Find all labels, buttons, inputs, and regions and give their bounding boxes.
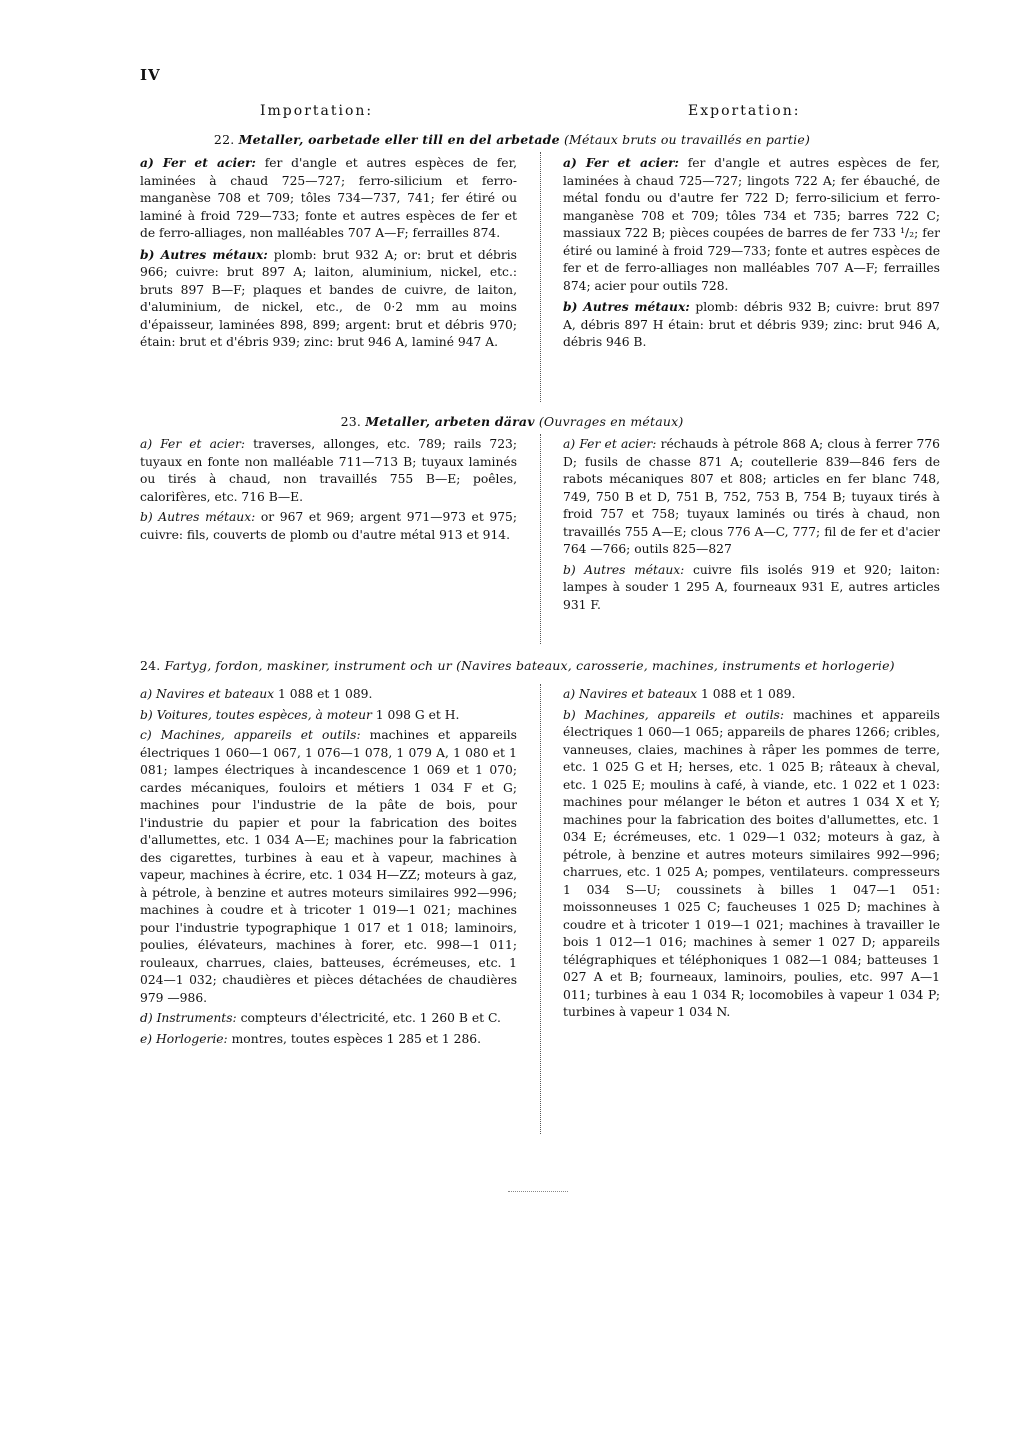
section-french-title: (Navires bateaux, carosserie, machines, instruments et horlogerie) xyxy=(456,658,895,673)
section-24-import xyxy=(140,686,517,1051)
paragraph-a xyxy=(140,436,517,506)
item-text: réchauds à pétrole 868 A; clous à ferrer 776 D; fusils de chasse 871 A; coutellerie 839—846 fers de rabots mécaniques 807 et 808; articles en fer blanc 748, 749, 750 B et D, 751 B, 752, 753 B, 754 B; tuyaux tirés à froid 757 et 758; tuyaux laminés ou tirés à chaud, non travaillés 755 A—E; clous 776 A—C, 777; fil de fer et d'acier 764 —766; outils 825—827 xyxy=(563,437,940,556)
item-text: fer d'angle et autres espèces de fer, laminées à chaud 725—727; ferro-silicium et ferro-manganèse 708 et 709; tôles 734—737, 741; fer étiré ou laminé à froid 729—733; fonte et autres espèces de fer et de ferro-alliages, non malléables 707 A—F; ferrailles 874. xyxy=(140,156,518,240)
item-text: cuivre fils isolés 919 et 920; laiton: lampes à souder 1 295 A, fourneaux 931 E, autres articles 931 F. xyxy=(563,562,940,612)
paragraph-b xyxy=(563,298,940,352)
section-24-title xyxy=(140,658,895,673)
item-label: e) Horlogerie: xyxy=(140,1031,228,1046)
paragraph-a xyxy=(563,686,940,704)
item-label: c) Machines, appareils et outils: xyxy=(140,728,361,742)
item-label: b) Autres métaux: xyxy=(563,562,685,577)
item-label: a) Fer et acier: xyxy=(140,437,246,451)
section-22-title xyxy=(140,132,884,147)
paragraph-b xyxy=(563,707,940,1022)
item-label: b) Autres métaux: xyxy=(563,299,690,314)
section-22-export xyxy=(563,154,940,355)
paragraph-b xyxy=(140,509,517,544)
section-24-export xyxy=(563,686,940,1025)
item-label: a) Fer et acier: xyxy=(563,155,679,170)
paragraph-e xyxy=(140,1031,517,1049)
item-label: a) Fer et acier: xyxy=(140,155,256,170)
item-text: 1 088 et 1 089. xyxy=(697,687,796,701)
column-divider xyxy=(540,434,541,644)
item-text: machines et appareils électriques 1 060—1 065; appareils de phares 1266; cribles, vanneuses, claies, machines à râper les pommes de terre, etc. 1 025 G et H; herses, etc. 1 025 B; râteaux à cheval, etc. 1 025 E; moulins à café, à viande, etc. 1 022 et 1 023: machines pour mélanger le béton et autres 1 034 X et Y; machines pour la fabrication des boites d'allumettes, etc. 1 034 E; écrémeuses, etc. 1 029—1 032; moteurs à gaz, à pétrole, à benzine et autres moteurs similaires 992—996; charrues, etc. 1 025 A; pompes, ventilateurs. compresseurs 1 034 S—U; coussinets à billes 1 047—1 051: moissonneuses 1 025 C; faucheuses 1 025 D; machines à coudre et à tricoter 1 019—1 021; machines à travailler le bois 1 012—1 016; machines à semer 1 027 D; appareils télégraphiques et téléphoniques 1 082—1 084; batteuses 1 027 A et B; fourneaux, laminoirs, poulies, etc. 997 A—1 011; turbines à eau 1 034 R; locomobiles à vapeur 1 034 P; turbines à vapeur 1 034 N. xyxy=(563,707,940,1019)
paragraph-c xyxy=(140,727,517,1007)
page-number: IV xyxy=(140,66,161,84)
section-23-title xyxy=(140,414,884,429)
item-text: plomb: débris 932 B; cuivre: brut 897 A, débris 897 H étain: brut et débris 939; zinc: brut 946 A, débris 946 B. xyxy=(563,300,940,349)
paragraph-a xyxy=(140,154,517,243)
section-french-title: (Métaux bruts ou travaillés en partie) xyxy=(563,132,811,147)
section-23-import xyxy=(140,436,517,547)
section-french-title: (Ouvrages en métaux) xyxy=(538,414,684,429)
item-label: b) Voitures, toutes espèces, à moteur xyxy=(140,707,372,722)
item-label: a) Fer et acier: xyxy=(563,437,657,451)
item-label: a) Navires et bateaux xyxy=(563,687,698,701)
item-text: plomb: brut 932 A; or: brut et débris 966; cuivre: brut 897 A; laiton, aluminium, nickel, etc.: bruts 897 B—F; plaques et bandes de cuivre, de laiton, d'aluminium, de nickel, etc., de 0·2 mm au moins d'épaisseur, laminées 898, 899; argent: brut et débris 970; étain: brut et d'ébris 939; zinc: brut 946 A, laminé 947 A. xyxy=(140,247,517,349)
paragraph-b xyxy=(140,246,517,352)
paragraph-a xyxy=(140,686,517,704)
item-text: compteurs d'électricité, etc. 1 260 B et C. xyxy=(236,1011,501,1025)
section-23-export xyxy=(563,436,940,617)
item-text: machines et appareils électriques 1 060—1 067, 1 076—1 078, 1 079 A, 1 080 et 1 081; lampes électriques à incandescence 1 069 et 1 070; cardes mécaniques, fouloirs et métiers 1 034 F et G; machines pour l'industrie de la pâte de bois, pour l'industrie du papier et pour la fabrication des boites d'allumettes, etc. 1 034 A—E; machines pour la fabrication des cigarettes, turbines à eau et à vapeur, machines à vapeur, machines à écrire, etc. 1 034 H—ZZ; moteurs à gaz, à pétrole, à benzine et autres moteurs similaires 992—996; machines à coudre et à tricoter 1 019—1 021; machines pour l'industrie typographique 1 017 et 1 018; laminoirs, poulies, élévateurs, machines à forer, etc. 998—1 011; rouleaux, charrues, claies, batteuses, écrémeuses, etc. 1 024—1 032; chaudières et pièces détachées de chaudières 979 —986. xyxy=(140,728,517,1005)
paragraph-b xyxy=(563,562,940,615)
column-divider xyxy=(540,152,541,402)
item-label: b) Machines, appareils et outils: xyxy=(563,707,785,722)
section-swedish-title: Metaller, oarbetade eller till en del arbetade xyxy=(238,132,560,147)
item-label: b) Autres métaux: xyxy=(140,510,256,524)
paragraph-b xyxy=(140,707,517,725)
item-text: montres, toutes espèces 1 285 et 1 286. xyxy=(227,1031,482,1046)
item-text: 1 088 et 1 089. xyxy=(274,687,373,701)
section-number: 22. xyxy=(213,132,235,147)
item-text: fer d'angle et autres espèces de fer, laminées à chaud 725—727; lingots 722 A; fer ébauché, de métal fondu ou d'autre fer 722 D; ferro-silicium et ferro-manganèse 708 et 709; tôles 734 et 735; barres 722 C; massiaux 722 B; pièces coupées de barres de fer 733 ¹/₂; fer étiré ou laminé à froid 729—733; fonte et autres espèces de fer et de ferro-alliages non malléables 707 A—F; ferrailles 874; acier pour outils 728. xyxy=(563,156,941,293)
export-header: Exportation: xyxy=(688,103,801,119)
paragraph-a xyxy=(563,436,940,559)
column-divider xyxy=(540,684,541,1134)
section-swedish-title: Metaller, arbeten därav xyxy=(365,414,535,429)
item-text: or 967 et 969; argent 971—973 et 975; cuivre: fils, couverts de plomb ou d'autre métal 913 et 914. xyxy=(140,510,517,542)
paragraph-a xyxy=(563,154,940,295)
item-label: d) Instruments: xyxy=(140,1011,237,1025)
item-label: b) Autres métaux: xyxy=(140,246,268,262)
section-number: 24. xyxy=(140,658,161,673)
section-swedish-title: Fartyg, fordon, maskiner, instrument och ur xyxy=(164,658,452,673)
item-label: a) Navires et bateaux xyxy=(140,687,275,701)
footer-dotted-rule xyxy=(508,1191,568,1192)
import-header: Importation: xyxy=(260,103,374,119)
paragraph-d xyxy=(140,1010,517,1028)
item-text: traverses, allonges, etc. 789; rails 723; tuyaux en fonte non malléable 711—713 B; tuyaux laminés ou tirés à chaud, non travaillés 755 B—E; poêles, calorifères, etc. 716 B—E. xyxy=(140,437,517,504)
item-text: 1 098 G et H. xyxy=(371,707,460,722)
section-number: 23. xyxy=(340,414,362,429)
section-22-import xyxy=(140,154,517,355)
